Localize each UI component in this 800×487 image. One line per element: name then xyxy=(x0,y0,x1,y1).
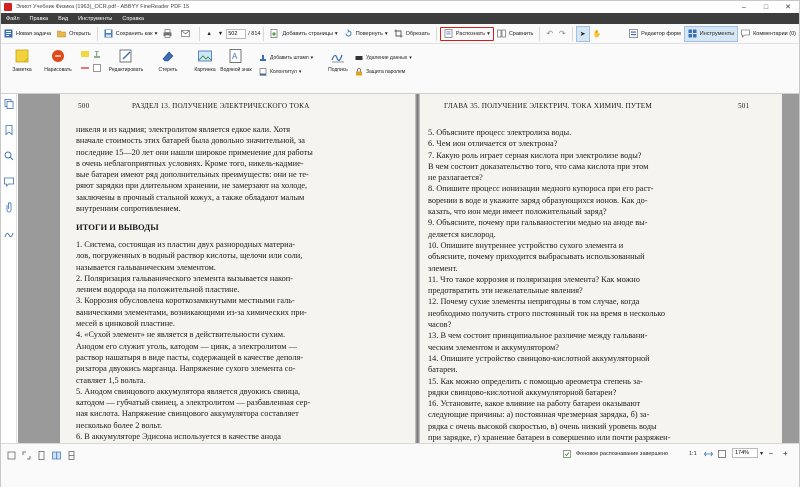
password-protect-label: Защита паролем xyxy=(366,69,406,75)
pages-panel-icon[interactable] xyxy=(4,99,14,109)
separator xyxy=(572,27,573,41)
text-box-tool[interactable] xyxy=(93,64,104,72)
recognize-label: Распознать xyxy=(455,30,486,37)
text-line: при зарядке, г) хранение батареи в совершенно или почти разряжен- xyxy=(428,433,671,443)
recognize-button[interactable] xyxy=(440,27,494,41)
text-line: последние 15—20 лет они нашли широкое применение для работы xyxy=(76,147,313,157)
separator xyxy=(97,27,98,41)
text-line: необходимо получить строго постоянный ток на время в несколько xyxy=(428,308,666,318)
bookmarks-panel-icon[interactable] xyxy=(4,125,14,135)
text-line: вые батареи имеют ряд дополнительных преимуществ: они не те- xyxy=(76,170,309,180)
open-button[interactable] xyxy=(54,26,94,42)
watermark-label: Водяной знак xyxy=(220,67,252,73)
text-line: объясните, почему приходится выбрасывать использованный xyxy=(428,252,645,262)
new-task-label: Новая задача xyxy=(16,30,52,37)
text-line: ряют зарядки при длительном хранении, не замерзают на холоде, xyxy=(76,181,308,191)
status-row xyxy=(1,448,799,462)
text-line: 1. Система, состоящая из пластин двух разнородных материа- xyxy=(76,240,296,249)
rotate-label: Повернуть xyxy=(355,30,383,37)
chevron-down-icon: ▾ xyxy=(487,30,490,37)
next-page-button[interactable] xyxy=(215,26,226,42)
delete-data-label: Удаление данных xyxy=(366,55,408,61)
text-line: батареи. xyxy=(428,365,458,375)
redo-icon: ↷ xyxy=(559,29,566,38)
text-line: рядки свинцово-кислотной аккумуляторной батареи? xyxy=(428,387,617,397)
undo-button[interactable] xyxy=(543,26,556,42)
highlight-tool[interactable] xyxy=(81,50,92,58)
two-page-icon[interactable] xyxy=(52,451,61,460)
text-line: ческим элементом и аккумулятором? xyxy=(428,342,559,352)
fit-width-icon[interactable] xyxy=(704,450,713,458)
text-line: месей в цинковой пластине. xyxy=(76,319,175,329)
recognition-status-icon xyxy=(563,450,571,458)
text-line: катодом — губчатый свинец, а электролитом — разбавленная сер- xyxy=(76,398,311,408)
edit-tool[interactable] xyxy=(109,48,143,73)
text-line: предотвратить эти нежелательные явления? xyxy=(428,286,583,296)
actual-size-button[interactable]: 1:1 xyxy=(689,451,697,457)
strikethrough-tool[interactable] xyxy=(81,64,92,72)
form-editor-button[interactable] xyxy=(626,26,684,42)
delete-data-button[interactable] xyxy=(355,54,412,62)
chevron-down-icon: ▾ xyxy=(384,30,388,37)
save-icon xyxy=(104,29,113,38)
open-label: Открыть xyxy=(69,30,91,37)
text-line: деляется кислород. xyxy=(428,229,496,239)
menu-help[interactable]: Справка xyxy=(122,15,144,22)
redo-button[interactable] xyxy=(556,26,569,42)
body-text xyxy=(76,239,310,465)
chevron-down-icon: ▾ xyxy=(298,69,302,75)
folder-icon xyxy=(57,29,66,38)
tools-button[interactable] xyxy=(684,26,738,42)
zoom-in-button[interactable]: + xyxy=(783,449,788,458)
text-line: элемент. xyxy=(428,263,458,273)
attachments-panel-icon[interactable] xyxy=(4,203,14,213)
text-line: 6. В аккумуляторе Эдисона используется в качестве анода xyxy=(76,432,281,442)
header-footer-icon xyxy=(259,68,267,76)
save-as-label: Сохранить как xyxy=(115,30,153,37)
text-line: 5. Объясните процесс электролиза воды. xyxy=(428,128,572,137)
edit-text-icon xyxy=(118,48,134,64)
erase-label: Стереть xyxy=(158,67,178,73)
text-line: 13. В чем состоит принципиальное различие между гальвани- xyxy=(428,331,648,341)
page-total: / 814 xyxy=(248,30,261,37)
separator xyxy=(263,27,264,41)
footer-label: Колонтитул xyxy=(270,69,297,75)
body-text xyxy=(428,127,670,466)
draw-tool[interactable] xyxy=(41,48,75,73)
add-pages-icon xyxy=(270,29,279,38)
window-controls xyxy=(733,1,799,13)
new-task-icon xyxy=(4,29,13,38)
document-view[interactable] xyxy=(18,94,799,443)
body-text xyxy=(76,124,313,214)
running-head: ГЛАВА 35. ПОЛУЧЕНИЕ ЭЛЕКТРИЧ. ТОКА ХИМИЧ. ПУТЕМ xyxy=(444,102,652,110)
compare-button[interactable] xyxy=(494,26,537,42)
section-title: ИТОГИ И ВЫВОДЫ xyxy=(76,222,159,232)
watermark-icon xyxy=(228,48,244,64)
signatures-panel-icon[interactable] xyxy=(4,229,14,239)
text-line: ставляет 1,5 вольта. xyxy=(76,375,146,385)
search-panel-icon[interactable] xyxy=(4,151,14,161)
page-number-input[interactable] xyxy=(226,29,246,39)
print-icon xyxy=(163,29,172,38)
chevron-down-icon: ▾ xyxy=(154,30,158,37)
expand-icon[interactable] xyxy=(22,451,31,460)
mail-icon xyxy=(181,29,190,38)
text-line: называется гальваническим элементом. xyxy=(76,262,216,272)
crop-icon xyxy=(394,29,403,38)
picture-label: Картинка xyxy=(194,67,216,73)
svg-text:A: A xyxy=(232,52,238,61)
separator xyxy=(199,27,200,41)
text-line: следующие причины: а) постоянная чрезмерная зарядка, б) за- xyxy=(428,410,650,420)
fit-page-icon[interactable] xyxy=(7,451,16,460)
zoom-input[interactable] xyxy=(732,448,758,458)
page-number: 501 xyxy=(738,102,750,110)
edit-label: Редактировать xyxy=(108,67,144,73)
stamp-icon xyxy=(259,54,267,62)
text-line: внутренним сопротивлением. xyxy=(76,204,181,214)
text-line: в очень неблагоприятных условиях. Кроме того, никель-кадмие- xyxy=(76,158,304,168)
title-bar xyxy=(1,1,799,13)
note-label: Заметка xyxy=(12,67,32,73)
chevron-up-icon: ▲ xyxy=(206,30,212,37)
crop-label: Обрезать xyxy=(405,30,430,37)
menu-bar xyxy=(1,13,799,24)
highlight-icon xyxy=(81,50,89,58)
tools-label: Инструменты xyxy=(699,30,735,37)
underline-icon xyxy=(93,50,101,58)
separator xyxy=(436,27,437,41)
text-line: 11. Что такое коррозия и поляризация элемента? Как можно xyxy=(428,274,640,284)
text-line: Анодом его служит уголь, катодом — цинк, а электролитом — xyxy=(76,341,297,351)
print-button[interactable] xyxy=(160,26,178,42)
sticky-note-icon xyxy=(14,48,30,64)
status-bar xyxy=(1,443,799,487)
text-line: 6. Чем ион отличается от электрона? xyxy=(428,139,558,149)
note-tool[interactable] xyxy=(5,48,39,73)
text-line: 3. Коррозия обусловлена короткозамкнутыми местными галь- xyxy=(76,296,295,306)
save-as-button[interactable] xyxy=(101,26,161,42)
password-protect-button[interactable] xyxy=(355,68,405,76)
new-task-button[interactable] xyxy=(1,26,54,42)
text-line: лением водорода на положительной пластине. xyxy=(76,285,240,295)
picture-icon xyxy=(197,48,213,64)
form-icon xyxy=(629,29,638,38)
chevron-down-icon: ▾ xyxy=(334,30,338,37)
signature-icon xyxy=(330,48,346,64)
tools-icon xyxy=(688,29,697,38)
text-box-icon xyxy=(93,64,101,72)
menu-edit[interactable]: Правка xyxy=(29,15,49,22)
prev-page-button[interactable] xyxy=(203,26,214,42)
text-line: вначале стоимость этих батарей была довольно значительной, за xyxy=(76,136,305,146)
chevron-down-icon[interactable]: ▾ xyxy=(760,450,764,457)
erase-tool[interactable] xyxy=(151,48,185,73)
underline-tool[interactable] xyxy=(93,50,104,58)
text-line: заключены в прочный стальной кожух, а также обладают малым xyxy=(76,192,305,202)
select-tool-button[interactable] xyxy=(576,26,590,42)
eraser-icon xyxy=(160,48,176,64)
background-recognition-status: Фоновое распознавание завершено xyxy=(576,451,669,457)
add-pages-label: Добавить страницы xyxy=(282,30,333,37)
recognize-icon xyxy=(444,29,453,38)
close-button[interactable]: ✕ xyxy=(785,4,791,11)
add-stamp-label: Добавить штамп xyxy=(270,55,309,61)
text-line: никеля и из кадмия; электролитом является едкое кали. Хотя xyxy=(76,125,291,134)
text-line: 5. Анодом свинцового аккумулятора является двуокись свинца, xyxy=(76,386,301,396)
page-navigator xyxy=(226,29,260,39)
left-page xyxy=(60,94,415,443)
comments-label: Комментарии (0) xyxy=(753,30,796,37)
redact-icon xyxy=(355,54,363,62)
text-line: 15. Как можно определить с помощью ареометра степень за- xyxy=(428,376,643,386)
email-button[interactable] xyxy=(178,26,196,42)
text-line: 2. Поляризация гальванического элемента вызывается накоп- xyxy=(76,273,293,283)
text-line: лов, погруженных в водный раствор кислоты, щелочи или соли, xyxy=(76,251,303,261)
watermark-tool[interactable] xyxy=(219,48,253,73)
crop-button[interactable] xyxy=(391,26,433,42)
window-title: Элиот Учебник Физика (1963)_OCR.pdf - ABBYY FineReader PDF 15 xyxy=(16,4,190,10)
footer-button[interactable] xyxy=(259,68,301,76)
chevron-down-icon: ▾ xyxy=(409,55,412,61)
single-page-icon[interactable] xyxy=(37,451,46,460)
signature-tool[interactable] xyxy=(321,48,355,73)
strikethrough-icon xyxy=(81,64,89,72)
tools-ribbon xyxy=(1,44,799,94)
cursor-icon: ➤ xyxy=(579,30,586,38)
right-page xyxy=(420,94,782,443)
fit-page-size-icon[interactable] xyxy=(718,450,726,458)
abbyy-logo-icon xyxy=(4,3,12,11)
scroll-icon[interactable] xyxy=(67,451,76,460)
text-line: 12. Почему сухие элементы непригодны в том случае, когда xyxy=(428,297,640,307)
comments-panel-icon[interactable] xyxy=(4,177,14,187)
comments-button[interactable] xyxy=(738,26,799,42)
chevron-down-icon: ▾ xyxy=(310,55,314,61)
zoom-control xyxy=(732,448,763,458)
rotate-icon xyxy=(344,29,353,38)
lock-icon xyxy=(355,68,363,76)
text-line: В чем состоит доказательство того, что сама кислота при этом xyxy=(428,161,649,171)
chevron-down-icon: ▼ xyxy=(217,30,224,37)
text-line: 14. Опишите устройство свинцово-кислотной аккумуляторной xyxy=(428,353,650,363)
text-line: 10. Опишите внутреннее устройство сухого элемента и xyxy=(428,240,624,250)
page-number: 500 xyxy=(78,102,90,110)
left-sidebar xyxy=(1,94,17,443)
running-head: РАЗДЕЛ 13. ПОЛУЧЕНИЕ ЭЛЕКТРИЧЕСКОГО ТОКА xyxy=(132,102,310,110)
text-line: 4. «Сухой элемент» не является в действительности сухим. xyxy=(76,330,286,340)
hand-icon: ✋ xyxy=(592,30,602,38)
text-line: не разлагается? xyxy=(428,173,483,183)
compare-label: Сравнить xyxy=(508,30,534,37)
text-line: раствор нашатыря в виде пасты, содержащей в качестве деполя- xyxy=(76,352,304,362)
text-line: 9. Объясните, почему при гальваностегии медью на аноде вы- xyxy=(428,218,648,228)
text-line: казать, что ион меди имеет положительный заряд? xyxy=(428,207,607,217)
text-line: 8. Опишите процесс ионизации медного купороса при его раст- xyxy=(428,184,654,194)
comment-icon xyxy=(741,29,750,38)
text-line: часов? xyxy=(428,320,452,330)
minimize-button[interactable]: – xyxy=(742,3,746,11)
form-editor-label: Редактор форм xyxy=(641,30,681,37)
hand-tool-button[interactable] xyxy=(590,26,605,42)
rotate-button[interactable] xyxy=(341,26,391,42)
draw-label: Нарисовать xyxy=(44,67,72,73)
text-line: ная кислота. Напряжение свинцового аккумулятора составляет xyxy=(76,409,299,419)
text-line: 16. Установите, какое влияние на работу батареи оказывают xyxy=(428,399,641,409)
main-toolbar xyxy=(1,24,799,44)
zoom-out-button[interactable]: – xyxy=(769,450,773,457)
menu-tools[interactable]: Инструменты xyxy=(78,15,113,22)
separator xyxy=(539,27,540,41)
add-stamp-button[interactable] xyxy=(259,54,313,62)
picture-tool[interactable] xyxy=(188,48,222,73)
text-line: ворении в воде и укажите заряд образующихся ионов. Как до- xyxy=(428,195,648,205)
menu-file[interactable]: Файл xyxy=(6,15,20,22)
text-line: ризатора двуокись марганца. Напряжение сухого элемента со- xyxy=(76,364,296,374)
menu-view[interactable]: Вид xyxy=(58,15,69,22)
add-pages-button[interactable] xyxy=(267,26,340,42)
signature-label: Подпись xyxy=(328,67,348,73)
text-line: несколько более 2 вольт. xyxy=(76,420,163,430)
undo-icon: ↶ xyxy=(546,29,554,38)
draw-icon xyxy=(50,48,66,64)
text-line: ваническими элементами, возникающими из-за химических при- xyxy=(76,307,307,317)
text-line: рядка с очень высокой скоростью, в) очень низкий уровень воды xyxy=(428,421,657,431)
svg-text:T: T xyxy=(95,52,99,58)
text-line: 7. Какую роль играет серная кислота при электролизе воды? xyxy=(428,150,642,160)
maximize-button[interactable]: □ xyxy=(763,3,769,11)
compare-icon xyxy=(497,29,506,38)
